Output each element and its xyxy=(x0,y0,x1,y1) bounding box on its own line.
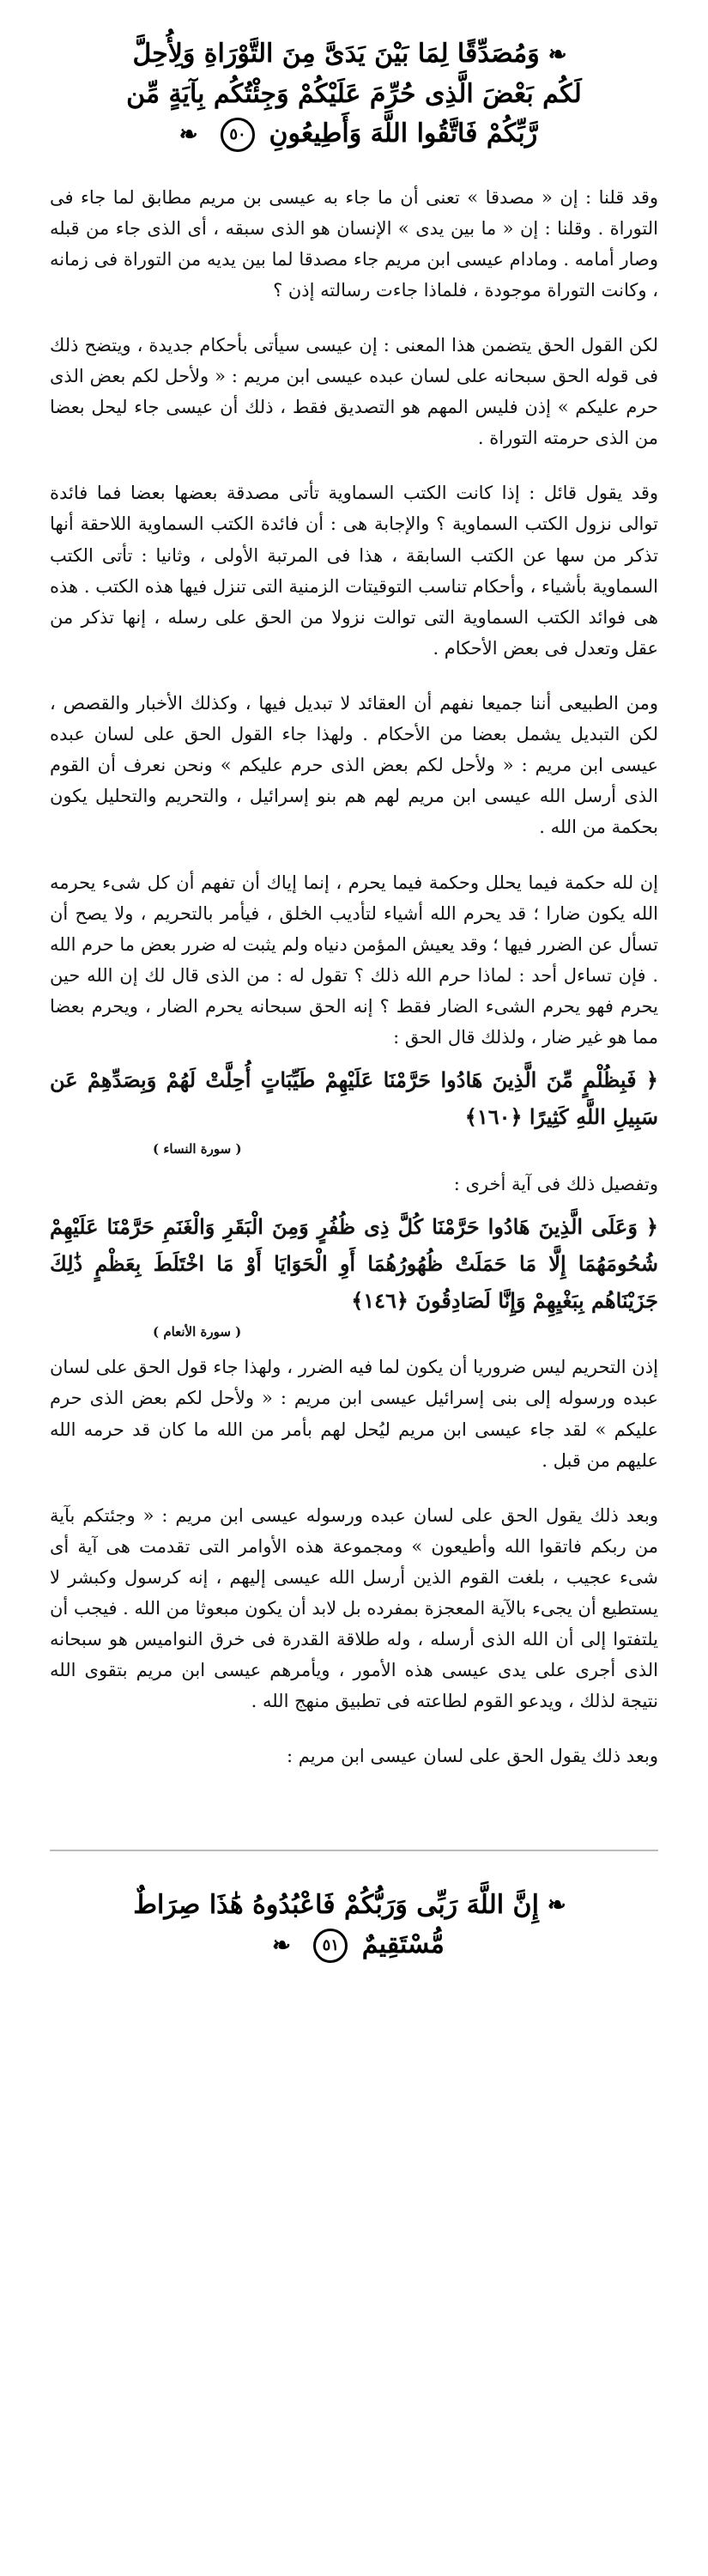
top-verse-text-1: وَمُصَدِّقًا لِمَا بَيْنَ يَدَىَّ مِنَ التَّوْرَاةِ وَلِأُحِلَّ xyxy=(132,39,540,69)
paragraph: إن لله حكمة فيما يحلل وحكمة فيما يحرم ، إنما إياك أن تفهم أن كل شىء يحرمه الله يكون ضارا ؛ قد يحرم الله أشياء لتأديب الخلق ، فيأمر بالتحريم ، ولا يصح أن تسأل عن الضرر فيها ؛ وقد يعيش المؤمن دنياه ولم يثبت له ضرر بعض ما حرم الله . فإن تساءل أحد : لماذا حرم الله ذلك ؟ تقول له : من الذى قال لك إن الله حين يحرم فهو يحرم الشىء الضار فقط ؟ إنه الحق سبحانه يحرم الضار ، ويحرم بعضا مما هو غير ضار ، ولذلك قال الحق : xyxy=(50,872,658,1048)
paragraph: ومن الطبيعى أننا جميعا نفهم أن العقائد لا تبديل فيها ، وكذلك الأخبار والقصص ، لكن التبديل يشمل بعضا من الأحكام . ولهذا جاء القول الحق على لسان عبده عيسى ابن مريم : « ولأحل لكم بعض الذى حرم عليكم » ونحن نعرف أن القوم الذى أرسل الله عيسى ابن مريم لهم هم بنو إسرائيل ، والتحريم والتحليل يكون بحكمة من الله . xyxy=(50,693,658,838)
bottom-verse-line-1 xyxy=(50,1886,658,1926)
top-verse-text-3: رَّبِّكُمْ فَاتَّقُوا اللَّهَ وَأَطِيعُونِ xyxy=(269,118,538,149)
ornament-icon: ❧ xyxy=(272,1932,291,1959)
paragraph: وبعد ذلك يقول الحق على لسان عيسى ابن مريم : xyxy=(287,1746,658,1767)
paragraph: إذن التحريم ليس ضروريا أن يكون لما فيه الضرر ، ولهذا جاء قول الحق على لسان عبده ورسوله إلى بنى إسرائيل عيسى ابن مريم : « ولأحل لكم بعض الذى حرم عليكم » لقد جاء عيسى ابن مريم ليُحل لهم بأمر من الله ما كان قد حرمه الله عليهم من قبل . xyxy=(50,1357,658,1471)
top-verse-line-1 xyxy=(50,34,658,75)
paragraph: وقد قلنا : إن « مصدقا » تعنى أن ما جاء به عيسى بن مريم مطابق لما جاء فى التوراة . وقلنا : إن « ما بين يدى » الإنسان هو الذى سبقه ، أى الذى جاء من قبله وصار أمامه . ومادام عيسى ابن مريم جاء مصدقا لما بين يديه من التوراة فى زمانه ، وكانت التوراة موجودة ، فلماذا جاءت رسالته إذن ؟ xyxy=(50,186,658,301)
ayah-number-badge: ٥١ xyxy=(313,1929,348,1963)
bottom-verse-line-2 xyxy=(50,1925,658,1965)
surah-label-anam: ( سورة الأنعام ) xyxy=(153,1324,242,1340)
ayah-number-badge: ٥٠ xyxy=(221,118,255,152)
quoted-verse-nisa: ﴿ فَبِظُلْمٍ مِّنَ الَّذِينَ هَادُوا حَرَّمْنَا عَلَيْهِمْ طَيِّبَاتٍ أُحِلَّتْ لَهُمْ وَبِصَدِّهِمْ عَن سَبِيلِ اللَّهِ كَثِيرًا ﴿١٦٠﴾ xyxy=(50,1067,658,1130)
top-verse-line-3 xyxy=(50,114,658,155)
bottom-verse-text-2: مُّسْتَقِيمٌ xyxy=(361,1929,445,1960)
bottom-quran-verse xyxy=(50,1886,658,1965)
paragraph-intro: وتفصيل ذلك فى آية أخرى : xyxy=(453,1173,658,1194)
top-quran-verse xyxy=(50,34,658,155)
ornament-icon: ❧ xyxy=(548,41,567,68)
paragraph: وقد يقول قائل : إذا كانت الكتب السماوية تأتى مصدقة بعضها بعضا فما فائدة توالى نزول الكتب السماوية ؟ والإجابة هى : أن فائدة الكتب السماوية اللاحقة أنها تذكر من سها عن الكتب السابقة ، هذا فى المرتبة الأولى ، وثانيا : تأتى الكتب السماوية بأشياء ، وأحكام تناسب التوقيتات الزمنية التى تنزل فيها هذه الكتب . هذه هى فوائد الكتب السماوية التى توالت نزولا من الحق على رسله ، إنها تذكر من عقل وتعدل فى بعض الأحكام . xyxy=(50,483,658,659)
ornament-icon: ❧ xyxy=(179,121,198,148)
bottom-verse-section xyxy=(50,1850,658,1965)
paragraph: وبعد ذلك يقول الحق على لسان عبده ورسوله عيسى ابن مريم : « وجئتكم بآية من ربكم فاتقوا الله وأطيعون » ومجموعة هذه الأوامر التى تقدمت هى آية أى شىء عجيب ، بلغت القوم الذين أرسل الله عيسى إليهم ، إنه كرسول وكبشر لا يستطيع أن يجىء بالآية المعجزة بمفرده بل لابد أن يكون مبعوثا من الله . فيجب أن يلتفتوا إلى أن الله الذى أرسله ، وله طلاقة القدرة فى خرق النواميس هو سبحانه الذى أجرى على يدى عيسى هذه الأمور ، ويأمرهم عيسى ابن مريم بتقوى الله نتيجة لذلك ، ويدعو القوم لطاعته فى تطبيق منهج الله . xyxy=(50,1504,658,1712)
ornament-icon: ❧ xyxy=(547,1893,566,1919)
top-verse-line-2: لَكُم بَعْضَ الَّذِى حُرِّمَ عَلَيْكُمْ وَجِئْتُكُم بِآيَةٍ مِّن xyxy=(126,78,582,109)
surah-label-nisa: ( سورة النساء ) xyxy=(153,1140,242,1157)
bottom-verse-text-1: إِنَّ اللَّهَ رَبِّى وَرَبُّكُمْ فَاعْبُدُوهُ هَٰذَا صِرَاطٌ xyxy=(133,1889,539,1920)
quoted-verse-anam: ﴿ وَعَلَى الَّذِينَ هَادُوا حَرَّمْنَا كُلَّ ذِى ظُفُرٍ وَمِنَ الْبَقَرِ وَالْغَنَمِ حَرَّمْنَا عَلَيْهِمْ شُحُومَهُمَا إِلَّا مَا حَمَلَتْ ظُهُورُهُمَا أَوِ الْحَوَايَا أَوْ مَا اخْتَلَطَ بِعَظْمٍ ذَٰلِكَ جَزَيْنَاهُم بِبَغْيِهِمْ وَإِنَّا لَصَادِقُونَ ﴿١٤٦﴾ xyxy=(50,1213,658,1314)
paragraph: لكن القول الحق يتضمن هذا المعنى : إن عيسى سيأتى بأحكام جديدة ، ويتضح ذلك فى قوله الحق سبحانه على لسان عبده عيسى ابن مريم : « ولأحل لكم بعض الذى حرم عليكم » إذن فليس المهم هو التصديق فقط ، ذلك أن عيسى جاء ليحل بعضا من الذى حرمته التوراة . xyxy=(50,334,658,449)
